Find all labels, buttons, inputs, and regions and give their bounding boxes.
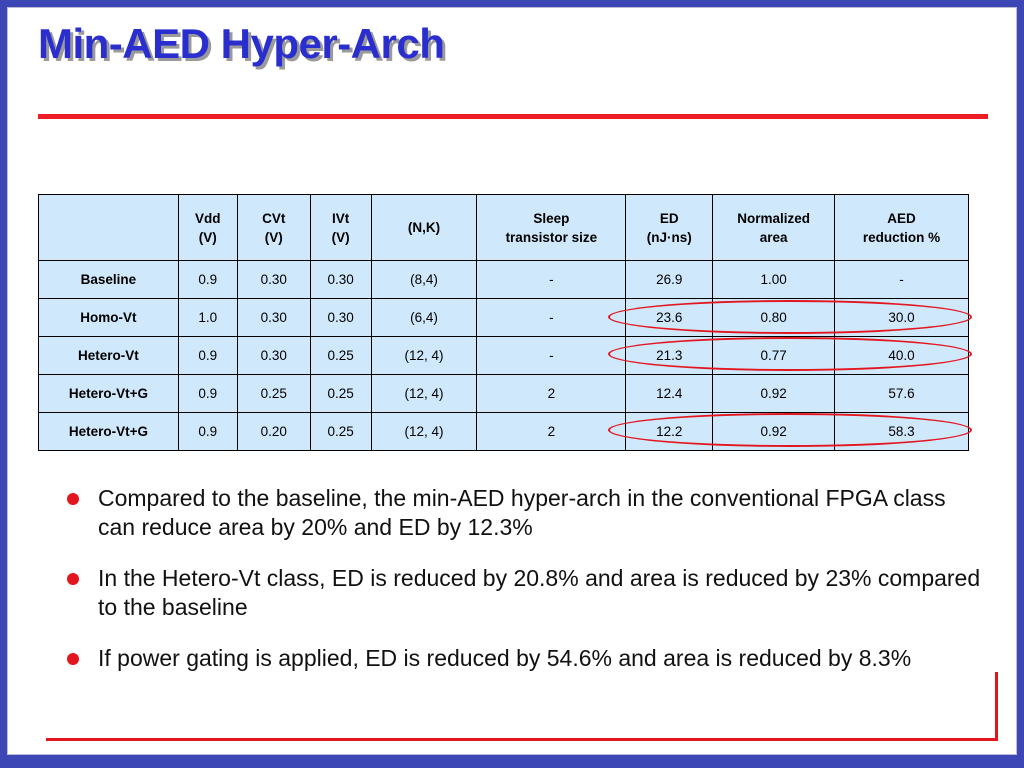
table-row xyxy=(39,299,969,337)
cell-ed: 12.2 xyxy=(626,413,713,451)
cell-area: 0.80 xyxy=(713,299,835,337)
cell-cvt: 0.30 xyxy=(237,299,310,337)
cell-nk: (6,4) xyxy=(371,299,477,337)
cell-sleep: - xyxy=(477,299,626,337)
header-vdd xyxy=(178,195,237,261)
header-aed xyxy=(835,195,969,261)
cell-area: 0.77 xyxy=(713,337,835,375)
title-underline xyxy=(38,114,988,119)
cell-cvt: 0.30 xyxy=(237,337,310,375)
header-vdd-name: Vdd xyxy=(195,210,221,226)
header-cvt-name: CVt xyxy=(262,210,286,226)
cell-aed: - xyxy=(835,261,969,299)
row-label: Hetero-Vt xyxy=(39,337,179,375)
bullet-text: Compared to the baseline, the min-AED hyper-arch in the conventional FPGA class can reduce area by 20% and ED by 12.3% xyxy=(98,485,946,540)
table-row xyxy=(39,261,969,299)
header-aed-desc: reduction % xyxy=(862,229,941,245)
header-sleep xyxy=(477,195,626,261)
cell-area: 1.00 xyxy=(713,261,835,299)
table-row xyxy=(39,413,969,451)
cell-vdd: 1.0 xyxy=(178,299,237,337)
cell-ivt: 0.30 xyxy=(310,299,371,337)
cell-ed: 26.9 xyxy=(626,261,713,299)
header-cvt xyxy=(237,195,310,261)
cell-sleep: 2 xyxy=(477,375,626,413)
cell-nk: (12, 4) xyxy=(371,413,477,451)
cell-nk: (12, 4) xyxy=(371,337,477,375)
cell-aed: 58.3 xyxy=(835,413,969,451)
row-label: Baseline xyxy=(39,261,179,299)
decorative-corner-vline xyxy=(995,672,998,740)
cell-area: 0.92 xyxy=(713,375,835,413)
cell-sleep: - xyxy=(477,261,626,299)
left-frame-bar xyxy=(0,0,7,768)
header-area xyxy=(713,195,835,261)
header-sleep-name: Sleep xyxy=(533,210,570,226)
cell-ivt: 0.25 xyxy=(310,413,371,451)
header-ivt xyxy=(310,195,371,261)
results-table xyxy=(38,194,969,451)
cell-ed: 21.3 xyxy=(626,337,713,375)
cell-ed: 23.6 xyxy=(626,299,713,337)
header-nk xyxy=(371,195,477,261)
header-ivt-name: IVt xyxy=(331,210,350,226)
bullet-dot-icon xyxy=(67,493,79,505)
header-cvt-unit: (V) xyxy=(264,229,283,245)
header-aed-name: AED xyxy=(887,210,916,226)
bottom-frame-bar xyxy=(0,755,1024,768)
bullet-item xyxy=(62,564,982,622)
cell-ed: 12.4 xyxy=(626,375,713,413)
header-corner xyxy=(39,195,179,261)
row-label: Homo-Vt xyxy=(39,299,179,337)
cell-area: 0.92 xyxy=(713,413,835,451)
cell-ivt: 0.25 xyxy=(310,337,371,375)
header-nk-name: (N,K) xyxy=(407,220,441,235)
row-label: Hetero-Vt+G xyxy=(39,413,179,451)
header-area-name: Normalized xyxy=(737,210,810,226)
cell-nk: (8,4) xyxy=(371,261,477,299)
right-frame-bar xyxy=(1017,0,1024,768)
row-label: Hetero-Vt+G xyxy=(39,375,179,413)
cell-aed: 40.0 xyxy=(835,337,969,375)
slide-title: Min-AED Hyper-Arch xyxy=(38,20,445,67)
bullet-text: In the Hetero-Vt class, ED is reduced by 20.8% and area is reduced by 23% compared to the baseline xyxy=(98,565,981,620)
table-row xyxy=(39,375,969,413)
header-vdd-unit: (V) xyxy=(198,229,217,245)
cell-nk: (12, 4) xyxy=(371,375,477,413)
header-ed-name: ED xyxy=(659,210,679,226)
cell-sleep: 2 xyxy=(477,413,626,451)
cell-sleep: - xyxy=(477,337,626,375)
cell-cvt: 0.20 xyxy=(237,413,310,451)
bullet-dot-icon xyxy=(67,573,79,585)
cell-cvt: 0.30 xyxy=(237,261,310,299)
cell-vdd: 0.9 xyxy=(178,413,237,451)
cell-cvt: 0.25 xyxy=(237,375,310,413)
header-ed xyxy=(626,195,713,261)
cell-vdd: 0.9 xyxy=(178,337,237,375)
bullet-text: If power gating is applied, ED is reduced by 54.6% and area is reduced by 8.3% xyxy=(98,645,912,671)
table-header-row xyxy=(39,195,969,261)
top-frame-bar xyxy=(0,0,1024,7)
header-ivt-unit: (V) xyxy=(331,229,350,245)
cell-vdd: 0.9 xyxy=(178,375,237,413)
header-area-desc: area xyxy=(759,229,788,245)
bullet-dot-icon xyxy=(67,653,79,665)
header-ed-unit: (nJ·ns) xyxy=(646,229,692,245)
table-row xyxy=(39,337,969,375)
cell-aed: 57.6 xyxy=(835,375,969,413)
cell-ivt: 0.30 xyxy=(310,261,371,299)
decorative-bottom-rule xyxy=(46,738,998,741)
bullet-item xyxy=(62,644,982,673)
bullet-item xyxy=(62,484,982,542)
header-sleep-desc: transistor size xyxy=(505,229,598,245)
cell-vdd: 0.9 xyxy=(178,261,237,299)
cell-aed: 30.0 xyxy=(835,299,969,337)
cell-ivt: 0.25 xyxy=(310,375,371,413)
bullet-list xyxy=(62,484,982,695)
